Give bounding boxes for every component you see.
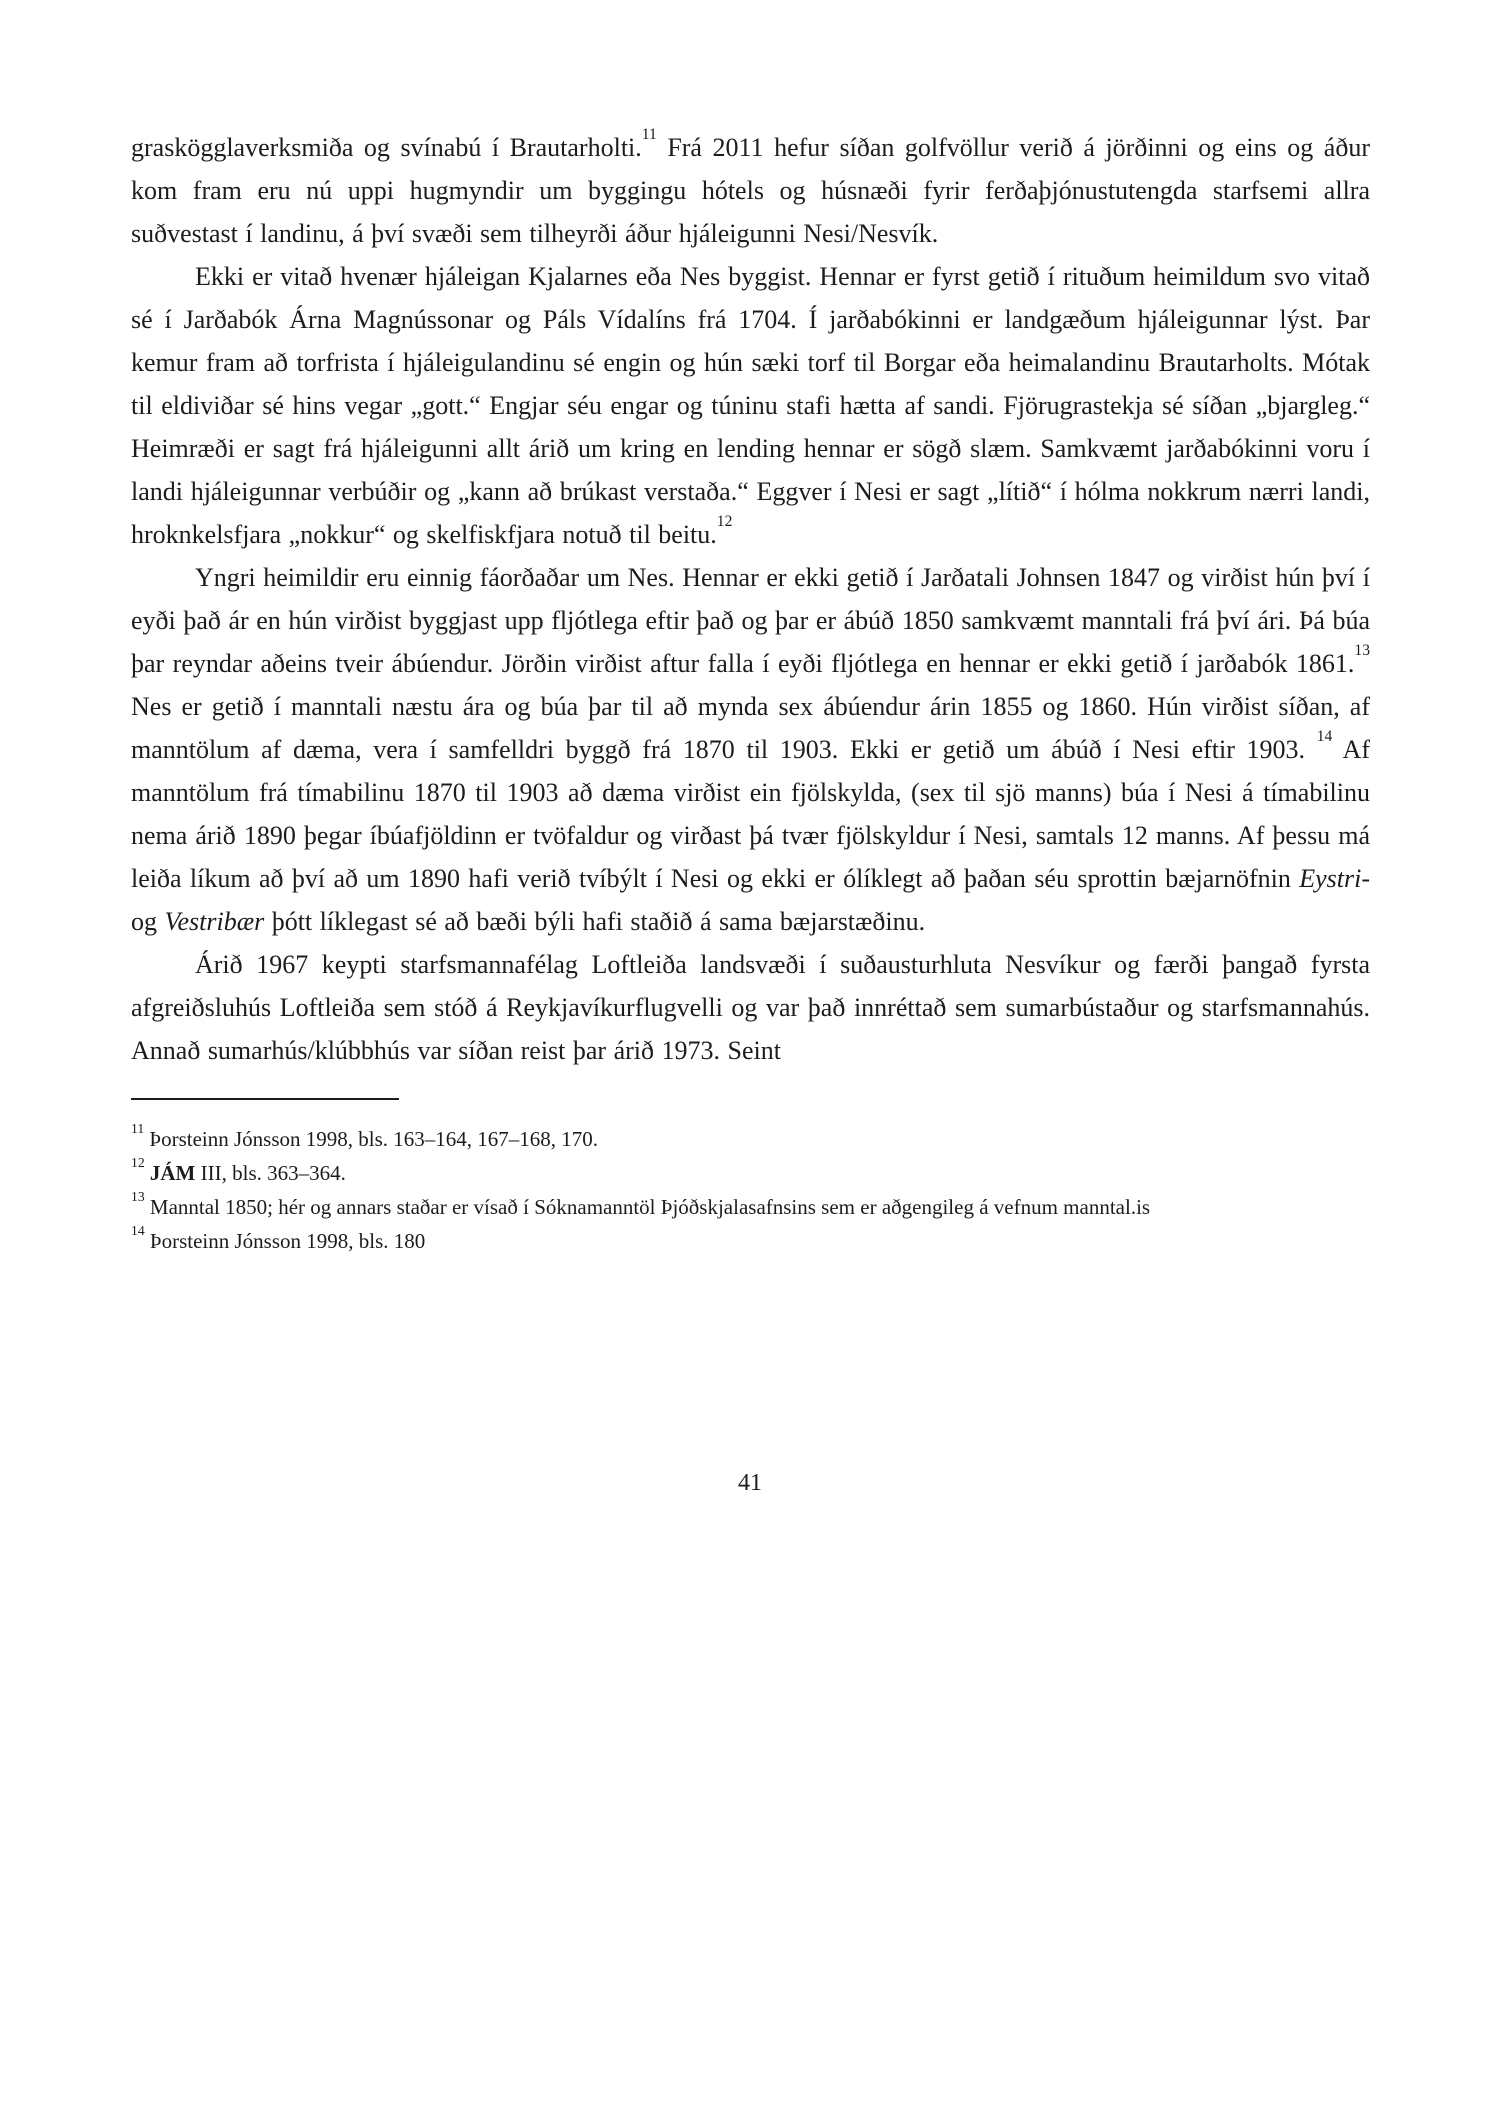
main-text [131, 126, 1370, 1072]
footnote-ref: 11 [641, 126, 657, 144]
footnote [131, 1156, 1370, 1190]
text-run: Nes er getið í manntali næstu ára og búa þar til að mynda sex ábúendur árin 1855 og 1860. Hún virðist síðan, af manntölum af dæma, vera í samfelldri byggð frá 1870 til 1903. Ekki er getið um ábúð í Nesi eftir 1903. [131, 692, 1370, 764]
italic-run: Vestribær [164, 907, 265, 936]
text-run: Yngri heimildir eru einnig fáorðaðar um Nes. Hennar er ekki getið í Jarðatali Johnsen 1847 og virðist hún því í eyði það ár en hún virðist byggjast upp fljótlega eftir það og þar er ábúð 1850 samkvæmt manntali frá því ári. Þá búa þar reyndar aðeins tveir ábúendur. Jörðin virðist aftur falla í eyði fljótlega en hennar er ekki getið í jarðabók 1861. [131, 563, 1370, 678]
text-run: graskögglaverksmiða og svínabú í Brautarholti. [131, 133, 642, 162]
paragraph [131, 943, 1370, 1072]
footnote-ref: 13 [1354, 642, 1370, 660]
footnote [131, 1122, 1370, 1156]
text-run: Þorsteinn Jónsson 1998, bls. 163–164, 167–168, 170. [149, 1127, 598, 1151]
text-run: og [131, 907, 165, 936]
bold-run: JÁM [149, 1161, 196, 1185]
footnote-marker: 13 [131, 1188, 145, 1204]
paragraph [131, 126, 1370, 255]
page-number: 41 [738, 1470, 762, 1496]
paragraph [131, 255, 1370, 556]
text-run: Árið 1967 keypti starfsmannafélag Loftleiða landsvæði í suðausturhluta Nesvíkur og færði þangað fyrsta afgreiðsluhús Loftleiða sem stóð á Reykjavíkurflugvelli og var það innréttað sem sumarbústaður og starfsmannahús. Annað sumarhús/klúbbhús var síðan reist þar árið 1973. Seint [131, 950, 1370, 1065]
text-run: Af manntölum frá tímabilinu 1870 til 1903 að dæma virðist ein fjölskylda, (sex til sjö manns) búa í Nesi á tímabilinu nema árið 1890 þegar íbúafjöldinn er tvöfaldur og virðast þá tvær fjölskyldur í Nesi, samtals 12 manns. Af þessu má leiða líkum að því að um 1890 hafi verið tvíbýlt í Nesi og ekki er ólíklegt að þaðan séu sprottin bæjarnöfnin [131, 735, 1370, 893]
text-run: þótt líklegast sé að bæði býli hafi staðið á sama bæjarstæðinu. [264, 907, 926, 936]
text-run: III, bls. 363–364. [195, 1161, 346, 1185]
text-run: Ekki er vitað hvenær hjáleigan Kjalarnes eða Nes byggist. Hennar er fyrst getið í rituðum heimildum svo vitað sé í Jarðabók Árna Magnússonar og Páls Vídalíns frá 1704. Í jarðabókinni er landgæðum hjáleigunnar lýst. Þar kemur fram að torfrista í hjáleigulandinu sé engin og hún sæki torf til Borgar eða heimalandinu Brautarholts. Mótak til eldiviðar sé hins vegar „gott.“ Engjar séu engar og túninu stafi hætta af sandi. Fjörugrastekja sé síðan „bjargleg.“ Heimræði er sagt frá hjáleigunni allt árið um kring en lending hennar er sögð slæm. Samkvæmt jarðabókinni voru í landi hjáleigunnar verbúðir og „kann að brúkast verstaða.“ Eggver í Nesi er sagt „lítið“ í hólma nokkrum nærri landi, hroknkelsfjara „nokkur“ og skelfiskfjara notuð til beitu. [131, 262, 1370, 549]
footnote-marker: 11 [131, 1120, 145, 1136]
footnote-ref: 14 [1316, 728, 1333, 746]
footnote [131, 1224, 1370, 1258]
footnote-separator-rule [131, 1098, 399, 1100]
italic-run: Eystri- [1299, 864, 1370, 893]
text-run: Þorsteinn Jónsson 1998, bls. 180 [149, 1229, 426, 1253]
paragraph [131, 556, 1370, 943]
text-run: Manntal 1850; hér og annars staðar er vísað í Sóknamanntöl Þjóðskjalasafnsins sem er aðgengileg á vefnum manntal.is [149, 1195, 1151, 1219]
footnote-marker: 12 [131, 1154, 145, 1170]
text-run: Frá 2011 hefur síðan golfvöllur verið á jörðinni og eins og áður kom fram eru nú uppi hugmyndir um byggingu hótels og húsnæði fyrir ferðaþjónustutengda starfsemi allra suðvestast í landinu, á því svæði sem tilheyrði áður hjáleigunni Nesi/Nesvík. [131, 133, 1370, 248]
footnote-ref: 12 [716, 513, 733, 531]
footnotes-section [131, 1122, 1370, 1258]
footnote-marker: 14 [131, 1222, 145, 1238]
footnote [131, 1190, 1370, 1224]
